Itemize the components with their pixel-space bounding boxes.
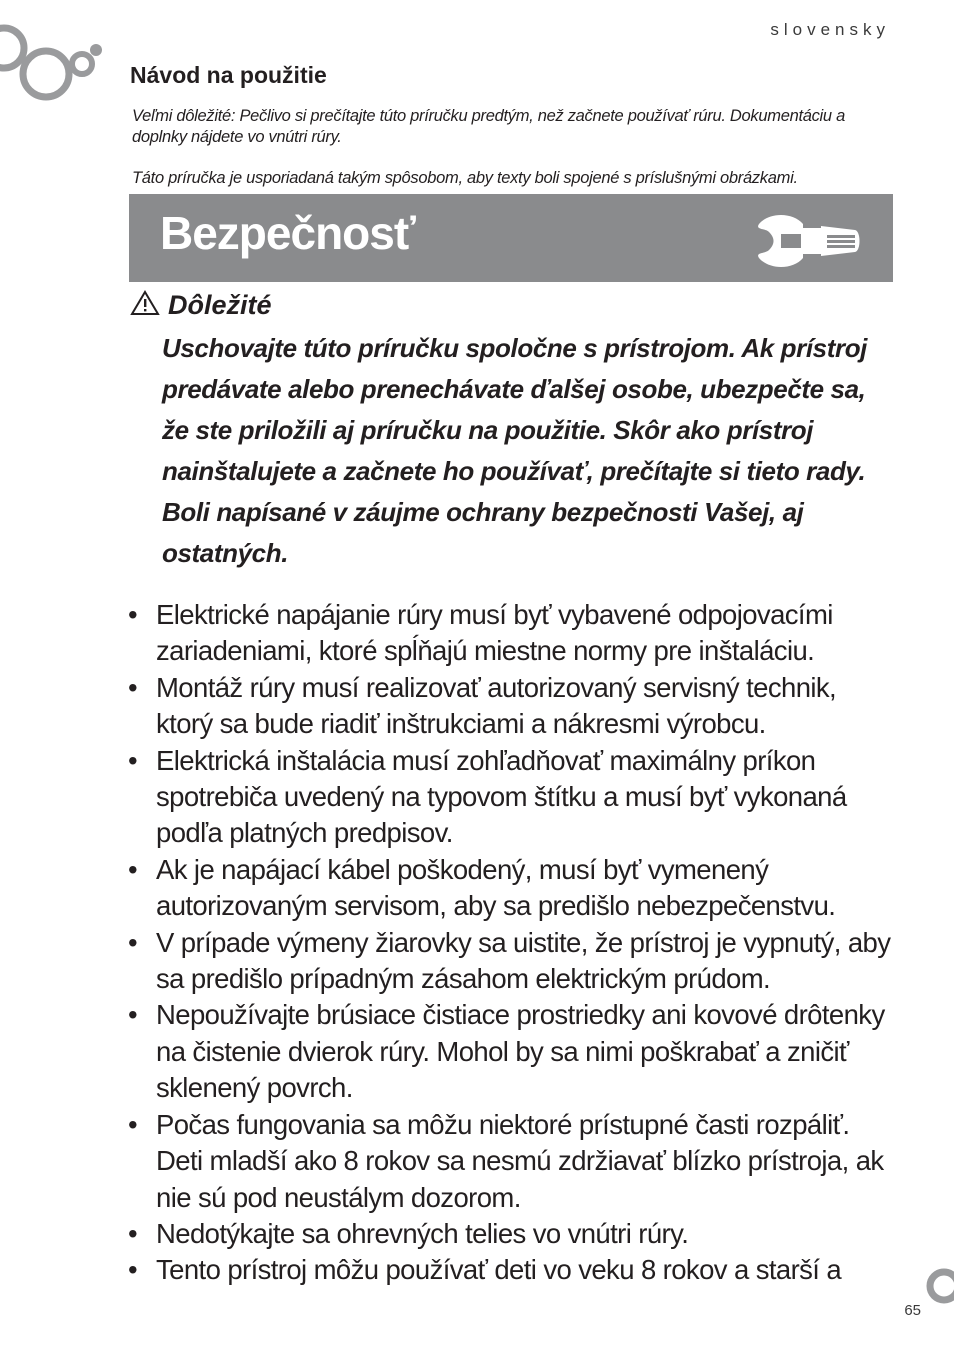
list-item-text: Tento prístroj môžu používať deti vo veku 8 rokov a starší a	[156, 1254, 842, 1286]
list-item	[128, 1107, 898, 1216]
list-item-text: Elektrické napájanie rúry musí byť vybavené odpojovacími zariadeniami, ktoré spĺňajú miestne normy pre inštaláciu.	[156, 599, 833, 667]
important-heading	[130, 290, 272, 321]
list-item	[128, 1216, 898, 1252]
bullet-icon: •	[128, 671, 138, 703]
language-label: slovensky	[770, 20, 890, 39]
warning-triangle-icon	[130, 290, 160, 316]
list-item	[128, 670, 898, 743]
list-item	[128, 597, 898, 670]
circles-decoration-icon	[0, 18, 110, 108]
list-item-text: Ak je napájací kábel poškodený, musí byť vymenený autorizovaným servisom, aby sa predišlo nebezpečenstvu.	[156, 853, 836, 922]
page-number: 65	[904, 1302, 921, 1319]
list-item	[128, 743, 898, 852]
list-item	[128, 925, 898, 998]
bullet-icon: •	[128, 853, 138, 885]
bullet-icon: •	[128, 744, 138, 776]
list-item-text: Nedotýkajte sa ohrevných telies vo vnútri rúry.	[156, 1217, 689, 1249]
list-item-text: Počas fungovania sa môžu niektoré prístupné časti rozpáliť. Deti mladší ako 8 rokov sa nesmú zdržiavať blízko prístroja, ak nie sú pod neustálym dozorom.	[156, 1108, 884, 1213]
bullet-icon: •	[128, 1254, 138, 1286]
important-notice: Uschovajte túto príručku spoločne s prístrojom. Ak prístroj predávate alebo prenechávate ďalšej osobe, ubezpečte sa, že ste priložili aj príručku na použitie. Skôr ako prístroj nainštalujete a začnete ho používať, prečítajte si tieto rady. Boli napísané v záujme ochrany bezpečnosti Vašej, aj ostatných.	[162, 333, 868, 568]
bullet-icon: •	[128, 926, 138, 958]
bullet-icon: •	[128, 999, 138, 1031]
bullet-icon: •	[128, 599, 138, 630]
intro-paragraph: Veľmi dôležité: Pečlivo si prečítajte túto príručku predtým, než začnete používať rúru. Dokumentáciu a doplnky nájdete vo vnútri rúry.	[132, 107, 845, 146]
intro-paragraph: Táto príručka je usporiadaná takým spôsobom, aby texty boli spojené s príslušnými obrázkami.	[132, 169, 798, 187]
safety-list	[128, 597, 898, 1289]
wrench-icon	[751, 210, 863, 272]
bullet-icon: •	[128, 1217, 138, 1249]
list-item-text: Montáž rúry musí realizovať autorizovaný servisný technik, ktorý sa bude riadiť inštrukciami a nákresmi výrobcu.	[156, 671, 837, 740]
list-item-text: Elektrická inštalácia musí zohľadňovať maximálny príkon spotrebiča uvedený na typovom štítku a musí byť vykonaná podľa platných predpisov.	[156, 744, 847, 849]
bullet-icon: •	[128, 1108, 138, 1140]
list-item	[128, 997, 898, 1106]
circle-decoration-icon	[924, 1266, 954, 1306]
list-item	[128, 1252, 898, 1288]
list-item-text: Nepoužívajte brúsiace čistiace prostriedky ani kovové drôtenky na čistenie dvierok rúry. Mohol by sa nimi poškrabať a zničiť sklenený povrch.	[156, 999, 885, 1104]
list-item-text: V prípade výmeny žiarovky sa uistite, že prístroj je vypnutý, aby sa predišlo prípadným zásahom elektrickým prúdom.	[156, 926, 891, 995]
section-title: Bezpečnosť	[160, 207, 415, 259]
important-heading-text: Dôležité	[168, 290, 272, 320]
section-banner	[129, 194, 893, 282]
document-title: Návod na použitie	[130, 62, 327, 88]
list-item	[128, 852, 898, 925]
